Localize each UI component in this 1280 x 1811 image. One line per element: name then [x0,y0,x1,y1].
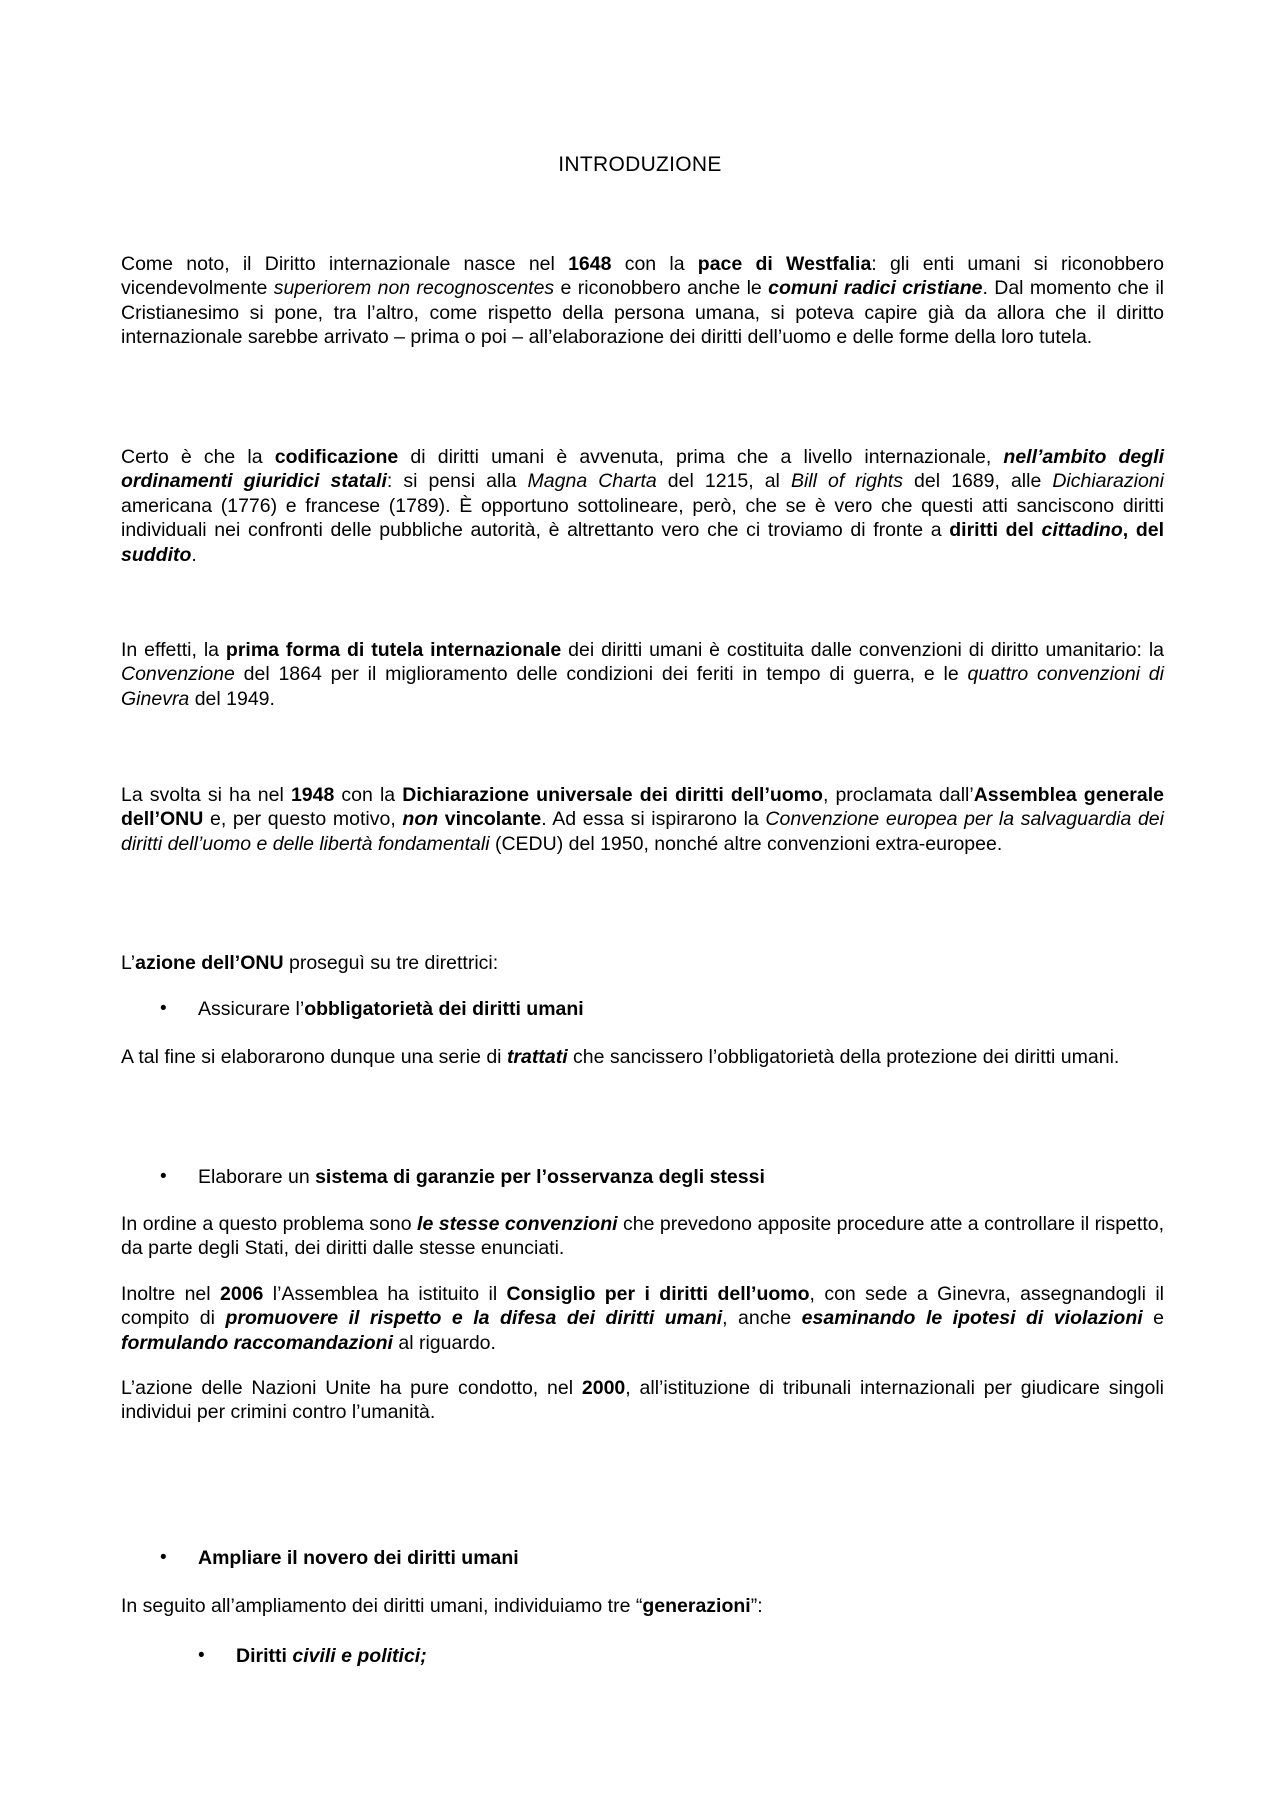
paragraph-azione-onu: L’azione dell’ONU proseguì su tre direttrici: [121,952,499,974]
paragraph-dichiarazione-universale: La svolta si ha nel 1948 con la Dichiarazione universale dei diritti dell’uomo, proclamata dall’Assemblea generale dell’ONU e, per questo motivo, non vincolante. Ad essa si ispirarono la Convenzione europea per la salvaguardia dei diritti dell’uomo e delle libertà fondamentali (CEDU) del 1950, nonché altre convenzioni extra-europee. [121,784,1165,855]
paragraph-trattati: A tal fine si elaborarono dunque una serie di trattati che sancissero l’obbligatorietà della protezione dei diritti umani. [121,1046,1120,1068]
paragraph-westfalia: Come noto, il Diritto internazionale nasce nel 1648 con la pace di Westfalia: gli enti umani si riconobbero vicendevolmente superiorem non recognoscentes e riconobbero anche le comuni radici cristiane. Dal momento che il Cristianesimo si pone, tra l’altro, come rispetto della persona umana, si poteva capire già da allora che il diritto internazionale sarebbe arrivato – prima o poi – all’elaborazione dei diritti dell’uomo e delle forme della loro tutela. [121,253,1165,349]
bullet-label: Diritti civili e politici; [236,1645,427,1667]
bullet-dot: • [198,1645,205,1666]
paragraph-generazioni: In seguito all’ampliamento dei diritti umani, individuiamo tre “generazioni”: [121,1595,763,1617]
paragraph-tutela-internazionale: In effetti, la prima forma di tutela internazionale dei diritti umani è costituita dalle convenzioni di diritto umanitario: la Convenzione del 1864 per il miglioramento delle condizioni dei feriti in tempo di guerra, e le quattro convenzioni di Ginevra del 1949. [121,639,1164,710]
bullet-label: Assicurare l’obbligatorietà dei diritti umani [198,998,584,1020]
bullet-dot: • [160,998,167,1019]
bullet-label: Ampliare il novero dei diritti umani [198,1547,519,1569]
bullet-dot: • [160,1547,167,1568]
paragraph-consiglio-diritti: Inoltre nel 2006 l’Assemblea ha istituito il Consiglio per i diritti dell’uomo, con sede a Ginevra, assegnandogli il compito di promuovere il rispetto e la difesa dei diritti umani, anche esaminando le ipotesi di violazioni e formulando raccomandazioni al riguardo. [121,1283,1165,1354]
paragraph-stesse-convenzioni: In ordine a questo problema sono le stesse convenzioni che prevedono apposite procedure atte a controllare il rispetto, da parte degli Stati, dei diritti dalle stesse enunciati. [121,1213,1165,1260]
paragraph-tribunali-internazionali: L’azione delle Nazioni Unite ha pure condotto, nel 2000, all’istituzione di tribunali internazionali per giudicare singoli individui per crimini contro l’umanità. [121,1377,1164,1424]
bullet-dot: • [160,1166,167,1187]
bullet-label: Elaborare un sistema di garanzie per l’osservanza degli stessi [198,1166,765,1188]
paragraph-codificazione: Certo è che la codificazione di diritti umani è avvenuta, prima che a livello internazionale, nell’ambito degli ordinamenti giuridici statali: si pensi alla Magna Charta del 1215, al Bill of rights del 1689, alle Dichiarazioni americana (1776) e francese (1789). È opportuno sottolineare, però, che se è vero che questi atti sanciscono diritti individuali nei confronti delle pubbliche autorità, è altrettanto vero che ci troviamo di fronte a diritti del cittadino, del suddito. [121,446,1165,566]
page-title: INTRODUZIONE [558,153,722,176]
